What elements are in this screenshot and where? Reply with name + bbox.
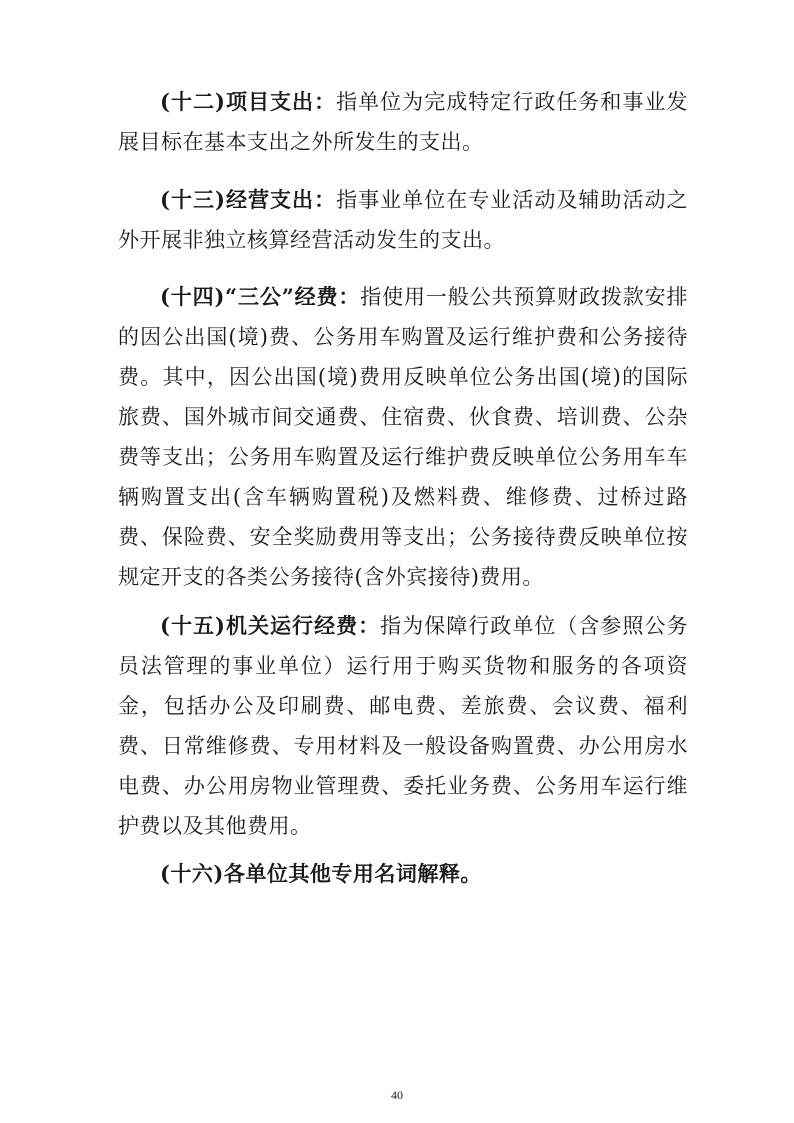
term-heading: (十五)机关运行经费： <box>160 613 381 638</box>
definition-paragraph-12 <box>118 82 688 162</box>
term-definition: 指使用一般公共预算财政拨款安排的因公出国(境)费、公务用车购置及运行维护费和公务接待费。其中，因公出国(境)费用反映单位公务出国(境)的国际旅费、国外城市间交通费、住宿费、伙食费、培训费、公杂费等支出；公务用车购置及运行维护费反映单位公务用车车辆购置支出(含车辆购置税)及燃料费、维修费、过桥过路费、保险费、安全奖励费用等支出；公务接待费反映单位按规定开支的各类公务接待(含外宾接待)费用。 <box>118 285 689 589</box>
page-number: 40 <box>391 1088 403 1102</box>
term-definition: 指事业单位在专业活动及辅助活动之外开展非独立核算经营活动发生的支出。 <box>118 188 688 252</box>
term-heading: (十六)各单位其他专用名词解释。 <box>160 861 482 886</box>
term-heading: (十三)经营支出： <box>160 187 337 212</box>
term-heading: (十四)“三公”经费： <box>160 284 361 309</box>
definition-paragraph-14 <box>118 277 688 597</box>
definition-paragraph-15 <box>118 606 688 846</box>
definition-paragraph-16 <box>118 854 688 894</box>
term-heading: (十二)项目支出： <box>160 89 337 114</box>
term-definition: 指单位为完成特定行政任务和事业发展目标在基本支出之外所发生的支出。 <box>118 90 688 154</box>
definition-paragraph-13 <box>118 180 688 260</box>
term-definition: 指为保障行政单位（含参照公务员法管理的事业单位）运行用于购买货物和服务的各项资金，包括办公及印刷费、邮电费、差旅费、会议费、福利费、日常维修费、专用材料及一般设备购置费、办公用房水电费、办公用房物业管理费、委托业务费、公务用车运行维护费以及其他费用。 <box>118 614 689 838</box>
